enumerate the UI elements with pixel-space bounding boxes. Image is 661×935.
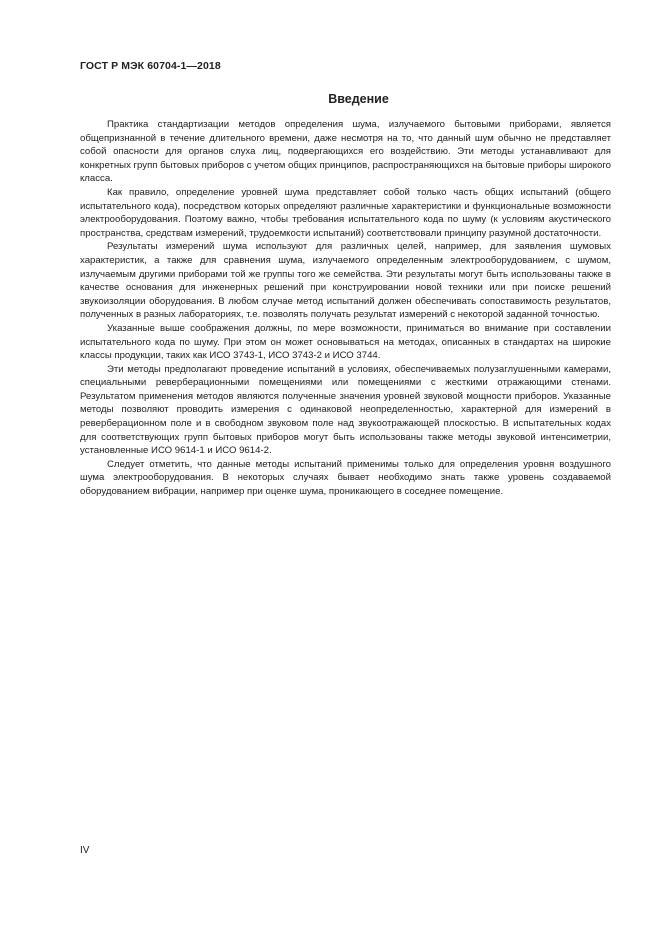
paragraph-1: Практика стандартизации методов определения шума, излучаемого бытовыми приборами, является общепризнанной в течение длительного времени, даже несмотря на то, что данный шум обычно не представляет собой опасности для органов слуха лиц, подвергающихся его воздействию. Эти методы устанавливают для конкретных групп бытовых приборов с учетом общих принципов, распространяющихся на бытовые приборы широкого класса. <box>80 119 611 185</box>
paragraph-6: Следует отметить, что данные методы испытаний применимы только для определения уровня воздушного шума электрооборудования. В некоторых случаях бывает необходимо знать также уровень создаваемой оборудованием вибрации, например при оценке шума, проникающего в соседнее помещение. <box>80 458 611 498</box>
paragraph-4: Указанные выше соображения должны, по мере возможности, приниматься во внимание при составлении испытательного кода по шуму. При этом он может основываться на методах, описанных в стандартах на широкие классы продукции, таких как ИСО 3743-1, ИСО 3743-2 и ИСО 3744. <box>80 322 611 362</box>
standard-designation: ГОСТ Р МЭК 60704-1—2018 <box>80 60 221 72</box>
page-number: IV <box>80 845 90 856</box>
body-text <box>80 118 611 499</box>
section-title: Введение <box>328 92 389 106</box>
paragraph-2: Как правило, определение уровней шума представляет собой только часть общих испытаний (общего испытательного кода), посредством которых определяют различные характеристики и функциональные возможности электрооборудования. Поэтому важно, чтобы требования испытательного кода по шуму (к условиям акустического пространства, средствам измерений, трудоемкости испытаний) соответствовали принципу разумной достаточности. <box>80 186 611 239</box>
paragraph-5: Эти методы предполагают проведение испытаний в условиях, обеспечиваемых полузаглушенными камерами, специальными реверберационными помещениями или помещениями с жесткими отражающими стенами. Результатом применения методов являются полученные значения уровней звуковой мощности приборов. Указанные методы позволяют проводить измерения с одинаковой неопределенностью, характерной для измерений в реверберационном поле и в свободном звуковом поле над звукоотражающей плоскостью. В испытательных кодах для соответствующих групп бытовых приборов могут быть использованы также методы звуковой интенсиметрии, установленные ИСО 9614-1 и ИСО 9614-2. <box>80 363 611 457</box>
paragraph-3: Результаты измерений шума используют для различных целей, например, для заявления шумовых характеристик, а также для сравнения шума, излучаемого определенным электрооборудованием, с шумом, излучаемым другими приборами той же группы того же семейства. Эти результаты могут быть использованы также в качестве основания для инженерных решений при конструировании новой техники или при поиске решений звукоизоляции оборудования. В любом случае метод испытаний должен обеспечивать сопоставимость результатов, полученных в разных лабораториях, т.е. позволять получать результат измерений с некоторой заданной точностью. <box>80 241 611 321</box>
